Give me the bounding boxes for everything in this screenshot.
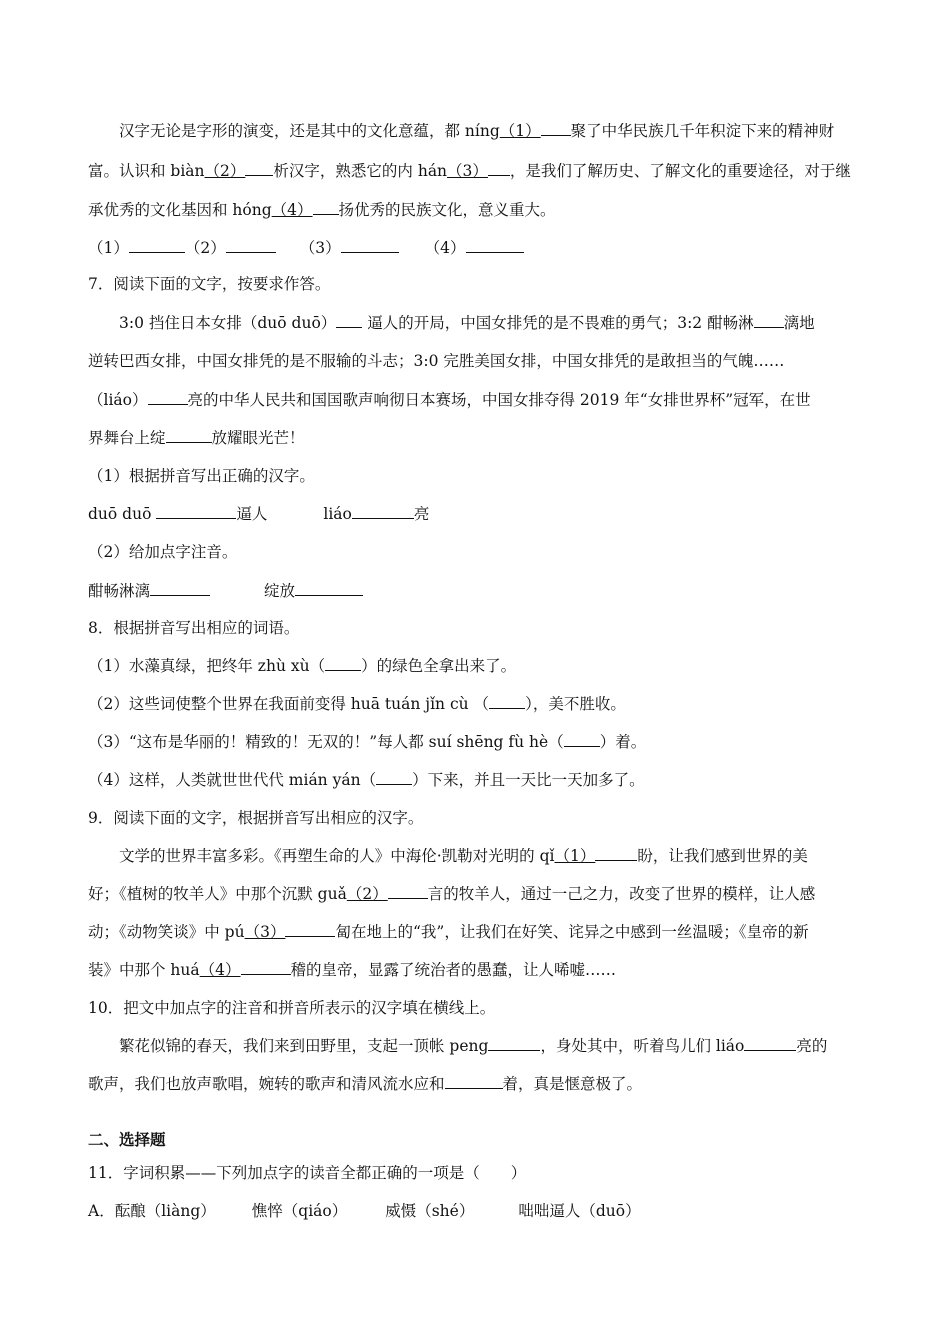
text: 亮的 [796, 1037, 828, 1055]
option-word-2: 憔悴（qiáo） [251, 1202, 348, 1220]
q9-paragraph-line-3 [88, 921, 868, 943]
text: ，是我们了解历史、了解文化的重要途径，对于继 [509, 162, 851, 180]
answer-blank[interactable] [325, 655, 361, 671]
q9-paragraph-line-1 [119, 845, 868, 867]
blank-2[interactable] [388, 883, 428, 899]
blank-4[interactable] [241, 959, 291, 975]
q7-sub-1: （1）根据拼音写出正确的汉字。 [88, 467, 315, 485]
blank[interactable] [148, 389, 188, 405]
text: 亮的中华人民共和国国歌声响彻日本赛场，中国女排夺得 2019 年“女排世界杯”冠军，在世 [187, 391, 811, 409]
q6-paragraph-line-1 [119, 120, 868, 142]
blank-marker-1[interactable]: （1） [554, 847, 596, 865]
blank[interactable] [744, 1035, 796, 1051]
text: 扬优秀的民族文化，意义重大。 [338, 201, 556, 219]
text: 承优秀的文化基因和 hóng [88, 201, 272, 219]
text: （liáo） [88, 391, 148, 409]
q10-paragraph-line-1 [119, 1035, 868, 1057]
text: 逼人 [236, 505, 268, 523]
q8-item-4 [88, 769, 868, 791]
text: 析汉字，熟悉它的内 hán [273, 162, 448, 180]
q7-paragraph-line-4 [88, 427, 868, 449]
text: （3）“这布是华丽的！精致的！无双的！”每人都 suí shēng fù hè（ [88, 733, 564, 751]
answer-blank[interactable] [352, 503, 414, 519]
text: 聚了中华民族几千年积淀下来的精神财 [570, 122, 835, 140]
option-word-4: 咄咄逼人（duō） [518, 1202, 641, 1220]
answer-blank[interactable] [564, 731, 600, 747]
text: 酣畅淋漓 [88, 582, 151, 600]
q6-paragraph-line-2 [88, 160, 868, 182]
answer-blank[interactable] [376, 769, 412, 785]
text: 界舞台上绽 [88, 429, 166, 447]
option-label: A． [88, 1202, 115, 1220]
blank-marker-2[interactable]: （2） [346, 885, 388, 903]
answer-blank[interactable] [150, 580, 210, 596]
blank[interactable] [754, 312, 784, 328]
text: ），美不胜收。 [525, 695, 626, 713]
text: 3:0 挡住日本女排（duō duō） [119, 314, 337, 332]
answer-blank-1[interactable] [129, 237, 185, 253]
blank-marker-4[interactable]: （4） [271, 201, 313, 219]
text: 装》中那个 huá [88, 961, 200, 979]
answer-label-2: （2） [184, 239, 226, 257]
option-word-1: 酝酿（liàng） [114, 1202, 216, 1220]
blank[interactable] [166, 427, 212, 443]
text: liáo [323, 505, 352, 523]
answer-blank[interactable] [156, 503, 236, 519]
option-word-3: 威慑（shé） [385, 1202, 475, 1220]
text: duō duō [88, 505, 152, 523]
text: 好；《植树的牧羊人》中那个沉默 guǎ [88, 885, 347, 903]
text: 亮 [413, 505, 430, 523]
blank[interactable] [445, 1073, 503, 1089]
blank-marker-4[interactable]: （4） [199, 961, 241, 979]
text: （1）水藻真绿，把终年 zhù xù（ [88, 657, 326, 675]
text: 稽的皇帝，显露了统治者的愚蠢，让人唏嘘…… [290, 961, 617, 979]
text: ）的绿色全拿出来了。 [361, 657, 517, 675]
blank-marker-3[interactable]: （3） [244, 923, 286, 941]
text: 着，真是惬意极了。 [502, 1075, 643, 1093]
text: ）着。 [599, 733, 647, 751]
blank-3[interactable] [285, 921, 335, 937]
q7-sub-2-answers [88, 580, 868, 602]
blank-marker-2[interactable]: （2） [204, 162, 246, 180]
q8-item-2 [88, 693, 868, 715]
q7-paragraph-line-1 [119, 312, 868, 334]
q8-item-1 [88, 655, 868, 677]
text: （4）这样，人类就世世代代 mián yán（ [88, 771, 377, 789]
text: ，身处其中，听着鸟儿们 liáo [540, 1037, 745, 1055]
blank[interactable] [488, 1035, 540, 1051]
answer-blank-4[interactable] [466, 237, 524, 253]
q9-title: 9．阅读下面的文字，根据拼音写出相应的汉字。 [88, 809, 424, 827]
blank-3[interactable] [488, 160, 510, 176]
q7-sub-2: （2）给加点字注音。 [88, 543, 238, 561]
answer-label-4: （4） [424, 239, 466, 257]
q6-paragraph-line-3 [88, 199, 868, 221]
blank-4[interactable] [313, 199, 339, 215]
answer-label-3: （3） [299, 239, 341, 257]
text: 逼人的开局，中国女排凭的是不畏难的勇气；3:2 酣畅淋 [367, 314, 754, 332]
q7-title: 7．阅读下面的文字，按要求作答。 [88, 275, 331, 293]
text: 漓地 [783, 314, 815, 332]
text: （2）这些词使整个世界在我面前变得 huā tuán jǐn cù （ [88, 695, 490, 713]
text: 歌声，我们也放声歌唱，婉转的歌声和清风流水应和 [88, 1075, 445, 1093]
text: 绽放 [264, 582, 296, 600]
q10-paragraph-line-2 [88, 1073, 868, 1095]
blank-marker-1[interactable]: （1） [499, 122, 541, 140]
q9-paragraph-line-4 [88, 959, 868, 981]
blank-2[interactable] [245, 160, 273, 176]
text: 富。认识和 biàn [88, 162, 205, 180]
q7-sub-1-answers [88, 503, 868, 525]
blank-1[interactable] [595, 845, 637, 861]
text: 汉字无论是字形的演变，还是其中的文化意蕴，都 níng [119, 122, 500, 140]
answer-label-1: （1） [88, 239, 129, 257]
answer-blank[interactable] [489, 693, 525, 709]
text: 繁花似锦的春天，我们来到田野里，支起一顶帐 peng [119, 1037, 489, 1055]
q7-paragraph-line-3 [88, 389, 868, 411]
q8-item-3 [88, 731, 868, 753]
answer-blank-2[interactable] [226, 237, 276, 253]
q10-title: 10．把文中加点字的注音和拼音所表示的汉字填在横线上。 [88, 999, 496, 1017]
text: 盼，让我们感到世界的美 [637, 847, 808, 865]
section-heading: 二、选择题 [88, 1130, 166, 1149]
q6-answer-line [88, 237, 868, 259]
text: 放耀眼光芒！ [211, 429, 305, 447]
text: ）下来，并且一天比一天加多了。 [412, 771, 645, 789]
text: 言的牧羊人，通过一己之力，改变了世界的模样，让人感 [427, 885, 816, 903]
text: 匐在地上的“我”，让我们在好笑、诧异之中感到一丝温暖；《皇帝的新 [335, 923, 809, 941]
text: 动；《动物笑谈》中 pú [88, 923, 245, 941]
q11-option-a[interactable] [88, 1200, 868, 1222]
answer-blank[interactable] [295, 580, 363, 596]
blank-marker-3[interactable]: （3） [447, 162, 488, 180]
q9-paragraph-line-2 [88, 883, 868, 905]
blank-1[interactable] [541, 120, 571, 136]
q8-title: 8．根据拼音写出相应的词语。 [88, 619, 300, 637]
blank[interactable] [336, 312, 362, 328]
q7-paragraph-line-2: 逆转巴西女排，中国女排凭的是不服输的斗志；3:0 完胜美国女排，中国女排凭的是敢担当的气魄…… [88, 352, 785, 370]
answer-blank-3[interactable] [341, 237, 399, 253]
text: 文学的世界丰富多彩。《再塑生命的人》中海伦·凯勒对光明的 qǐ [119, 847, 555, 865]
q11-question: 11．字词积累——下列加点字的读音全都正确的一项是（ ） [88, 1164, 527, 1182]
